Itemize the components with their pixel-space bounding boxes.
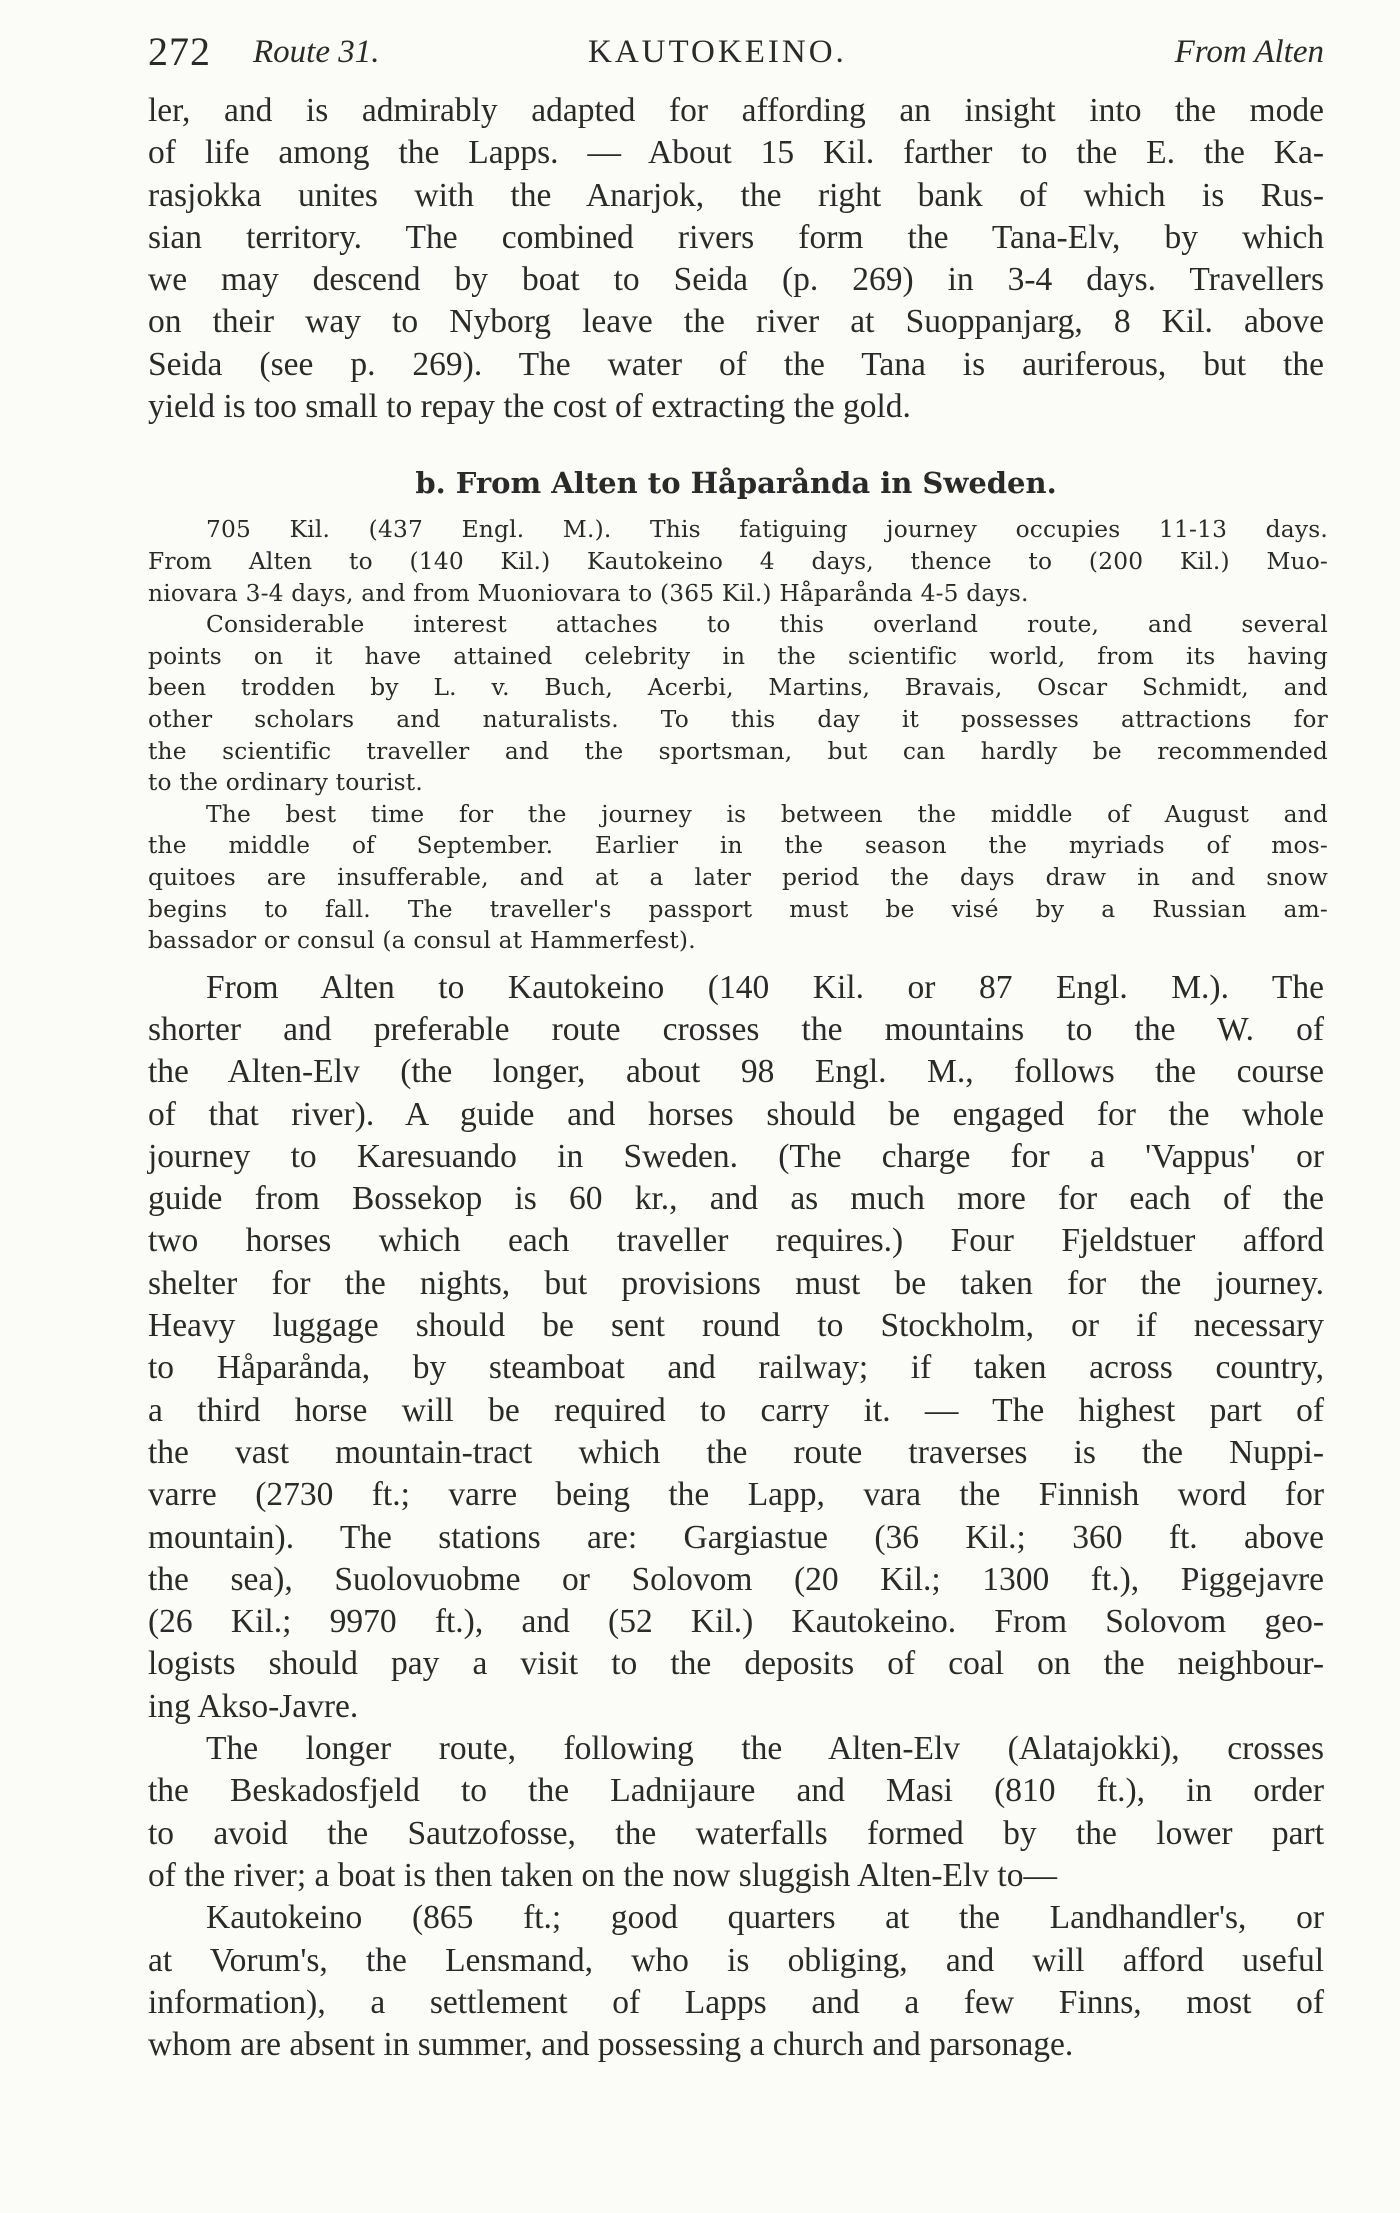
text-line: to avoid the Sautzofosse, the waterfalls formed by the lower part (148, 1814, 1324, 1852)
paragraph-tana (148, 90, 1324, 428)
small-paragraph-distances (148, 514, 1328, 609)
paragraph-kautokeino (148, 1897, 1324, 2066)
text-line: begins to fall. The traveller's passport must be visé by a Russian am- (148, 895, 1328, 923)
text-line: a third horse will be required to carry it. — The highest part of (148, 1391, 1324, 1429)
text-line: other scholars and naturalists. To this day it possesses attractions for (148, 705, 1328, 733)
text-line: we may descend by boat to Seida (p. 269) in 3-4 days. Travellers (148, 261, 1324, 299)
text-line: shorter and preferable route crosses the mountains to the W. of (148, 1010, 1324, 1048)
text-line: rasjokka unites with the Anarjok, the right bank of which is Rus- (148, 176, 1324, 214)
text-line: information), a settlement of Lapps and a few Finns, most of (148, 1983, 1324, 2021)
text-line: the scientific traveller and the sportsman, but can hardly be recommended (148, 737, 1328, 765)
text-line: The best time for the journey is between the middle of August and (206, 800, 1328, 828)
text-line: varre (2730 ft.; varre being the Lapp, vara the Finnish word for (148, 1476, 1324, 1514)
small-paragraph-season (148, 799, 1328, 957)
place-title: KAUTOKEINO. (588, 34, 847, 70)
text-line: 705 Kil. (437 Engl. M.). This fatiguing journey occupies 11-13 days. (206, 516, 1328, 544)
text-line: guide from Bossekop is 60 kr., and as much more for each of the (148, 1180, 1324, 1218)
text-line: two horses which each traveller requires.) Four Fjeldstuer afford (148, 1222, 1324, 1260)
text-line: The longer route, following the Alten-Elv (Alatajokki), crosses (206, 1730, 1324, 1768)
text-line: whom are absent in summer, and possessing a church and parsonage. (148, 2026, 1074, 2064)
text-line: sian territory. The combined rivers form the Tana-Elv, by which (148, 218, 1324, 256)
text-line: shelter for the nights, but provisions must be taken for the journey. (148, 1264, 1324, 1302)
text-line: bassador or consul (a consul at Hammerfest). (148, 927, 696, 955)
text-line: From Alten to (140 Kil.) Kautokeino 4 days, thence to (200 Kil.) Muo- (148, 547, 1328, 575)
text-line: Heavy luggage should be sent round to Stockholm, or if necessary (148, 1307, 1324, 1345)
text-line: to Håparånda, by steamboat and railway; if taken across country, (148, 1349, 1324, 1387)
text-line: From Alten to Kautokeino (140 Kil. or 87 Engl. M.). The (206, 968, 1324, 1006)
text-line: niovara 3-4 days, and from Muoniovara to (365 Kil.) Håparånda 4-5 days. (148, 579, 1029, 607)
small-paragraph-interest (148, 609, 1328, 799)
text-line: the sea), Suolovuobme or Solovom (20 Kil.; 1300 ft.), Piggejavre (148, 1560, 1324, 1598)
section-heading: b. From Alten to Håparånda in Sweden. (415, 466, 1057, 501)
text-line: of the river; a boat is then taken on the now sluggish Alten-Elv to— (148, 1856, 1057, 1894)
text-line: the middle of September. Earlier in the season the myriads of mos- (148, 832, 1328, 860)
text-line: Considerable interest attaches to this overland route, and several (206, 611, 1328, 639)
text-line: (26 Kil.; 9970 ft.), and (52 Kil.) Kautokeino. From Solovom geo- (148, 1603, 1324, 1641)
route-label: Route 31. (253, 34, 380, 70)
paragraph-route-alten-kautokeino (148, 967, 1324, 1728)
page-number: 272 (148, 29, 211, 74)
text-line: of life among the Lapps. — About 15 Kil. farther to the E. the Ka- (148, 134, 1324, 172)
text-line: the Alten-Elv (the longer, about 98 Engl. M., follows the course (148, 1053, 1324, 1091)
text-line: ing Akso-Javre. (148, 1687, 359, 1725)
text-line: on their way to Nyborg leave the river at Suoppanjarg, 8 Kil. above (148, 303, 1324, 341)
text-line: been trodden by L. v. Buch, Acerbi, Martins, Bravais, Oscar Schmidt, and (148, 674, 1328, 702)
text-line: Kautokeino (865 ft.; good quarters at the Landhandler's, or (206, 1899, 1324, 1937)
text-line: the Beskadosfjeld to the Ladnijaure and Masi (810 ft.), in order (148, 1772, 1324, 1810)
text-line: mountain). The stations are: Gargiastue (36 Kil.; 360 ft. above (148, 1518, 1324, 1556)
text-line: yield is too small to repay the cost of extracting the gold. (148, 388, 911, 426)
text-line: of that river). A guide and horses should be engaged for the whole (148, 1095, 1324, 1133)
book-page (148, 28, 1328, 2066)
paragraph-longer-route (148, 1728, 1324, 1897)
running-head (148, 28, 1324, 90)
text-line: at Vorum's, the Lensmand, who is obliging, and will afford useful (148, 1941, 1324, 1979)
text-line: to the ordinary tourist. (148, 769, 423, 797)
text-line: the vast mountain-tract which the route traverses is the Nuppi- (148, 1433, 1324, 1471)
text-line: Seida (see p. 269). The water of the Tana is auriferous, but the (148, 345, 1324, 383)
text-line: quitoes are insufferable, and at a later period the days draw in and snow (148, 863, 1328, 891)
text-line: journey to Karesuando in Sweden. (The charge for a 'Vappus' or (148, 1137, 1324, 1175)
text-line: ler, and is admirably adapted for affording an insight into the mode (148, 92, 1324, 129)
text-line: logists should pay a visit to the deposits of coal on the neighbour- (148, 1645, 1324, 1683)
text-line: points on it have attained celebrity in the scientific world, from its having (148, 642, 1328, 670)
from-label: From Alten (1174, 34, 1324, 70)
